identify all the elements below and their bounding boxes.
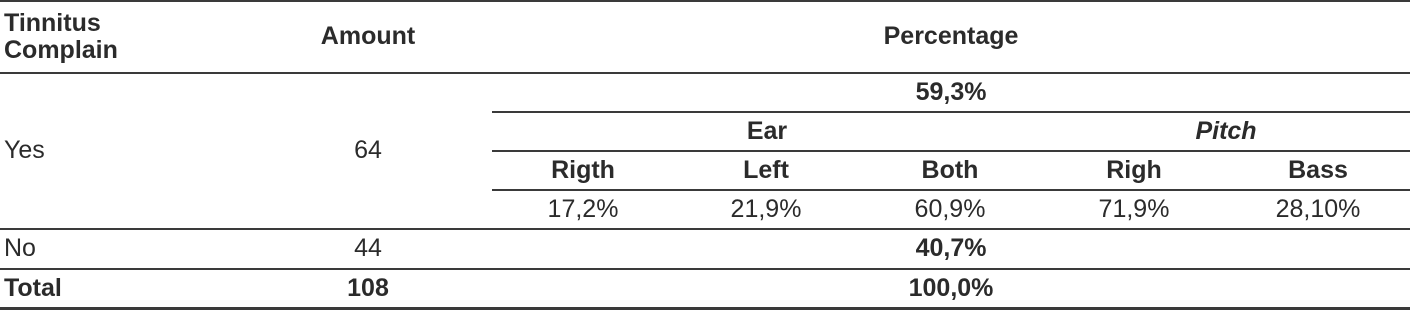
value-both: 60,9% <box>914 194 986 223</box>
yes-amount: 64 <box>354 136 382 165</box>
value-bass: 28,10% <box>1275 194 1361 223</box>
subheader-bass: Bass <box>1226 151 1410 190</box>
subheader-both: Both <box>858 151 1042 190</box>
total-percentage: 100,0% <box>492 269 1410 309</box>
no-amount: 44 <box>244 229 492 269</box>
value-left: 21,9% <box>730 194 802 223</box>
subheader-righ: Righ <box>1042 151 1226 190</box>
yes-row-percentage <box>0 73 1410 112</box>
header-percentage: Percentage <box>492 1 1410 73</box>
subheader-left: Left <box>674 151 858 190</box>
header-row <box>0 1 1410 73</box>
no-row <box>0 229 1410 269</box>
header-col1-line2: Complain <box>4 36 118 64</box>
yes-label: Yes <box>4 136 45 165</box>
header-tinnitus-complain <box>0 1 244 73</box>
total-label: Total <box>0 269 244 309</box>
no-percentage: 40,7% <box>492 229 1410 269</box>
total-amount: 108 <box>244 269 492 309</box>
header-col1-line1: Tinnitus <box>4 8 101 37</box>
subheader-rigth: Rigth <box>492 151 674 190</box>
total-row <box>0 269 1410 309</box>
yes-percentage: 59,3% <box>492 73 1410 112</box>
ear-group-header: Ear <box>492 112 1042 151</box>
value-righ: 71,9% <box>1098 194 1170 223</box>
value-rigth: 17,2% <box>547 194 619 223</box>
no-label: No <box>0 229 244 269</box>
header-amount: Amount <box>244 1 492 73</box>
pitch-group-header: Pitch <box>1042 112 1410 151</box>
